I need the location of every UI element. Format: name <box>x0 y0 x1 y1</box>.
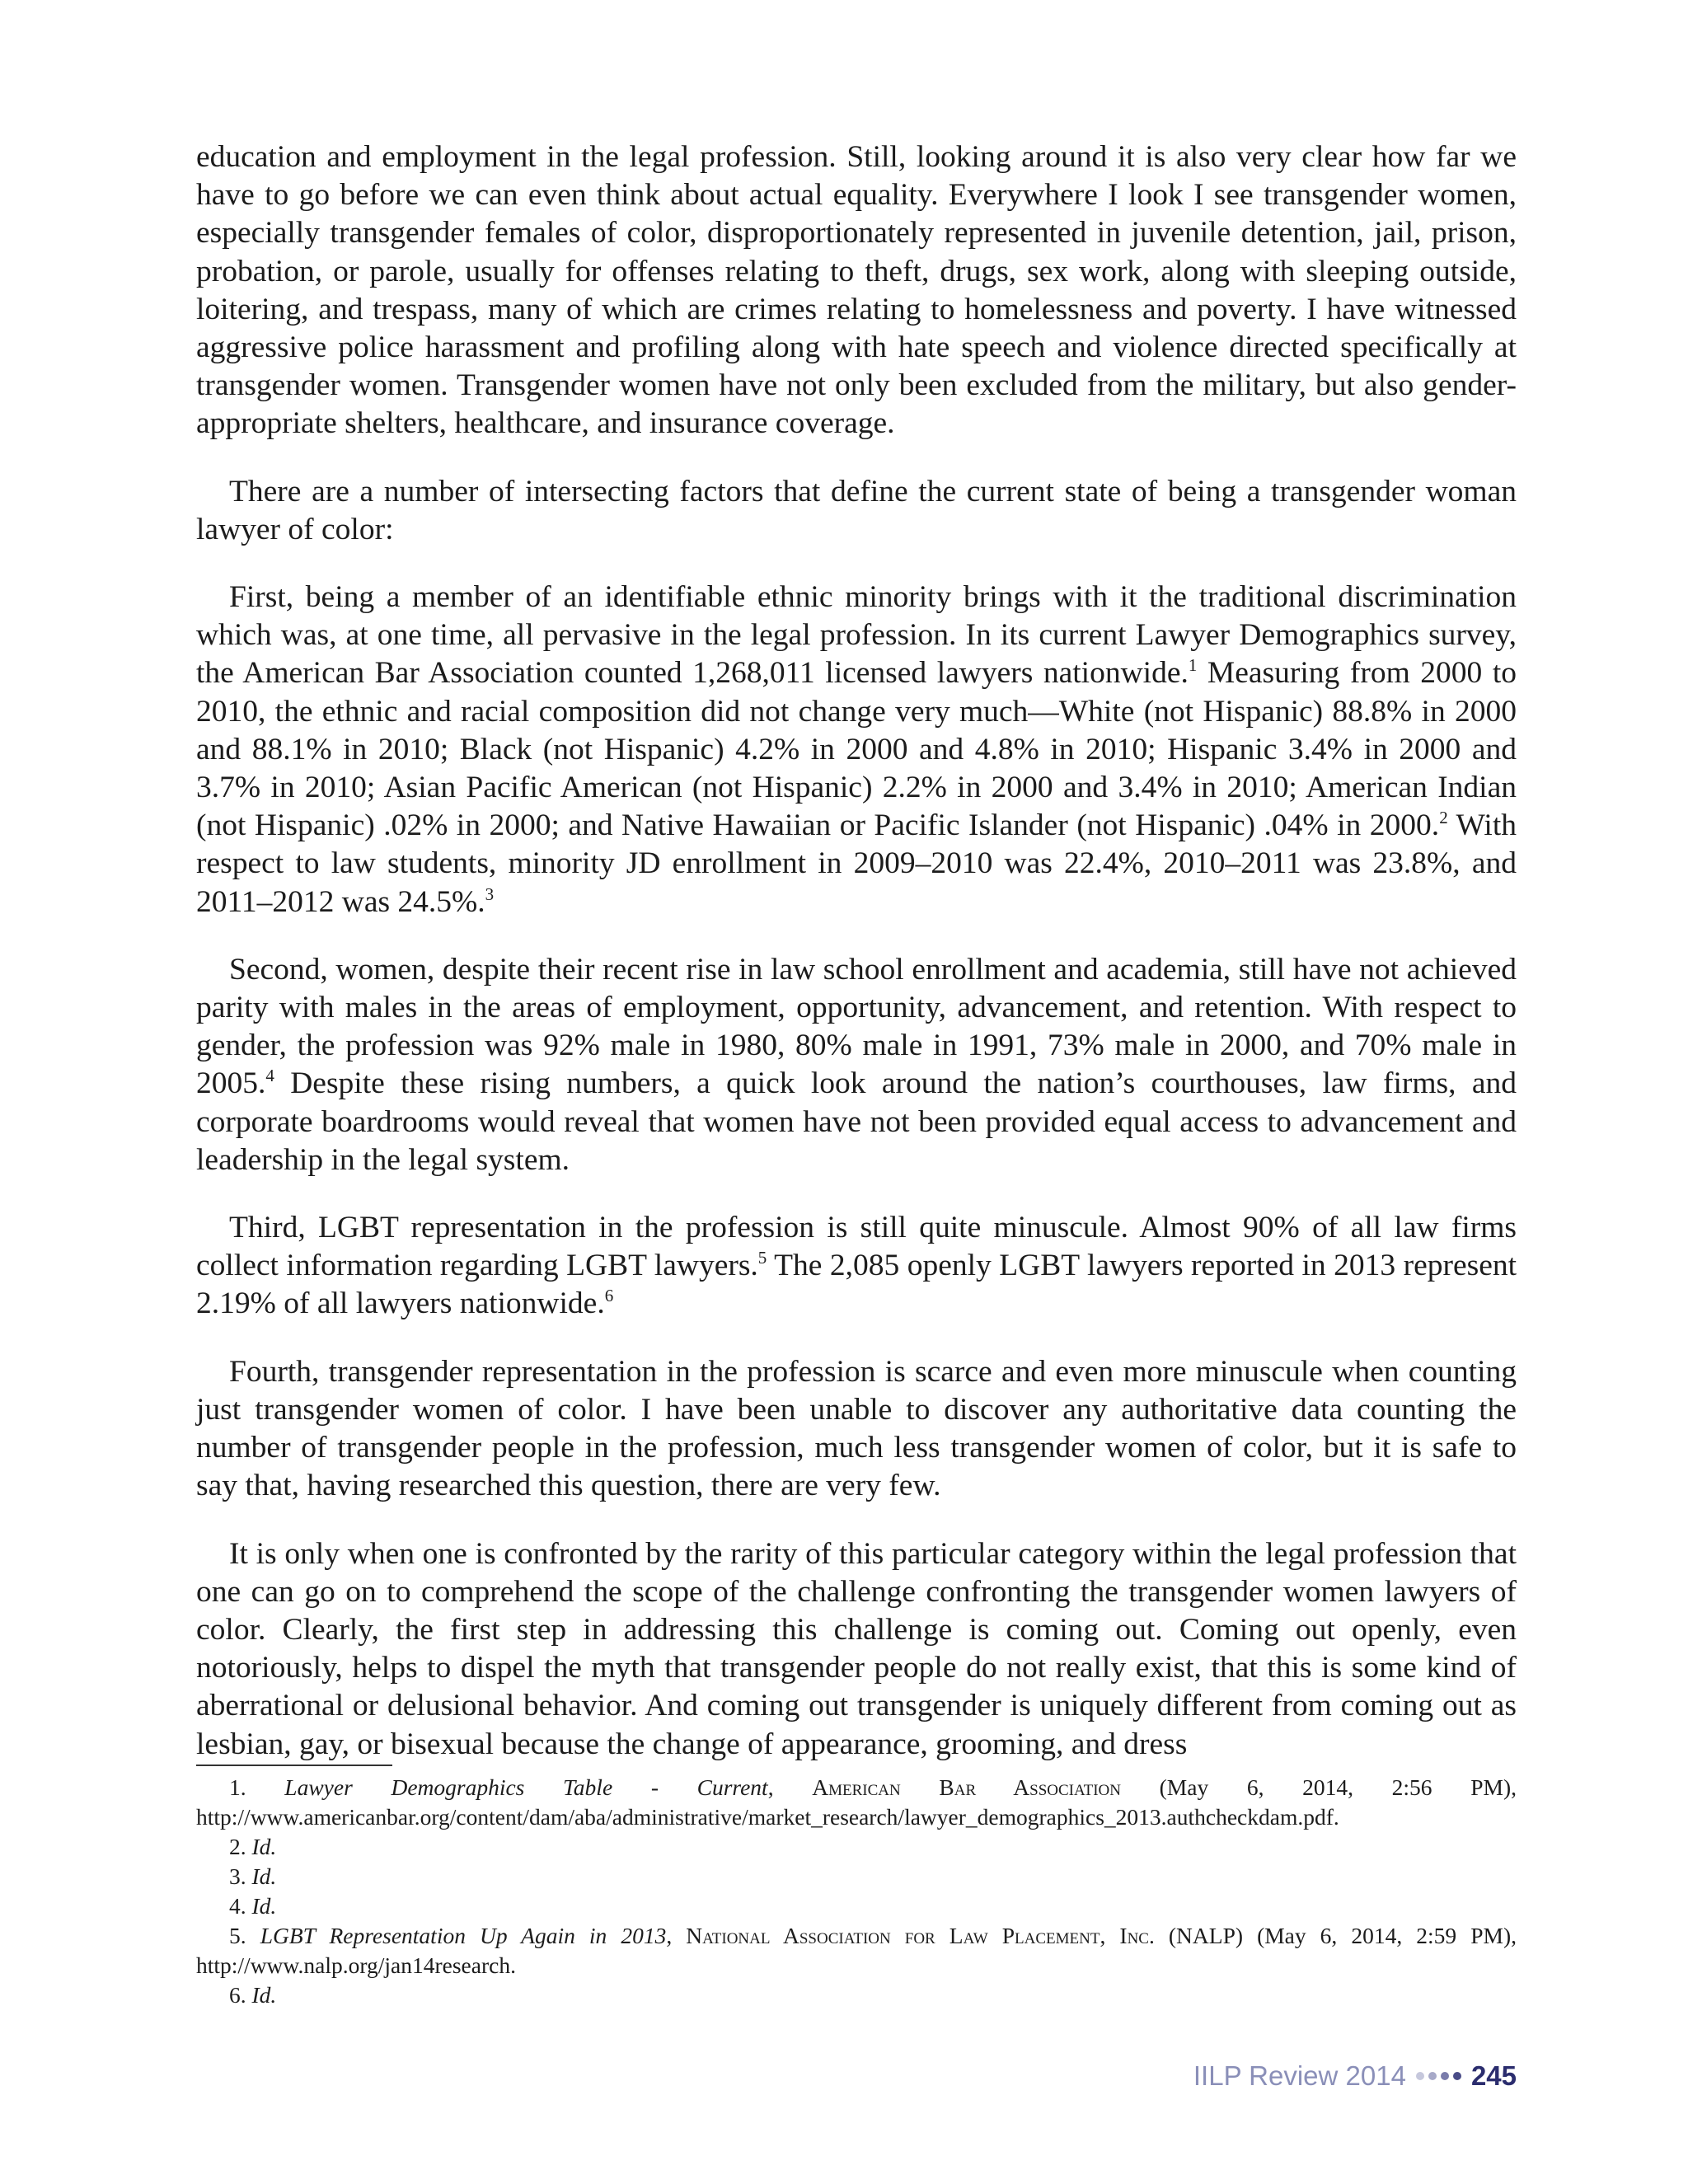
footnotes <box>196 1773 1517 2010</box>
dot-icon <box>1453 2072 1461 2080</box>
body-text <box>196 138 1517 1793</box>
paragraph-2: There are a number of intersecting factors that define the current state of being a transgender woman lawyer of color: <box>196 474 1517 546</box>
footnote-divider <box>196 1765 392 1766</box>
footnote-5: 5. LGBT Representation Up Again in 2013, National Association for Law Placement, Inc. (NALP) (May 6, 2014, 2:59 PM), http://www.nalp.org/jan14research. <box>196 1923 1517 1978</box>
footnote-ref-4[interactable]: 4 <box>265 1066 274 1086</box>
footnote-4: 4. Id. <box>229 1893 277 1919</box>
paragraph-4: Second, women, despite their recent rise in law school enrollment and academia, still have not achieved parity with males in the areas of employment, opportunity, advancement, and retention. With respect to gender, the profession was 92% male in 1980, 80% male in 1991, 73% male in 2000, and 70% male in 2005.$^4$ Despite these rising numbers, a quick look around the nation’s courthouses, law firms, and corporate boardrooms would reveal that women have not been provided equal access to advancement and leadership in the legal system. <box>196 952 1517 1177</box>
footnote-1: 1. Lawyer Demographics Table - Current, American Bar Association (May 6, 2014, 2:56 PM), http://www.americanbar.org/content/dam/aba/administrative/market_research/lawyer_demographics_2013.authcheckdam.pdf. <box>196 1774 1517 1830</box>
dot-icon <box>1428 2072 1437 2080</box>
paragraph-7: It is only when one is confronted by the rarity of this particular category within the legal profession that one can go on to comprehend the scope of the challenge confronting the transgender women lawyers of color. Clearly, the first step in addressing this challenge is coming out. Coming out openly, even notoriously, helps to dispel the myth that transgender people do not really exist, that this is some kind of aberrational or delusional behavior. And coming out transgender is uniquely different from coming out as lesbian, gay, or bisexual because the change of appearance, grooming, and dress <box>196 1536 1517 1761</box>
dot-icon <box>1441 2072 1449 2080</box>
footnote-ref-2[interactable]: 2 <box>1439 808 1448 828</box>
footnote-ref-5[interactable]: 5 <box>757 1248 767 1268</box>
footnote-ref-6[interactable]: 6 <box>604 1286 614 1306</box>
footnote-5-title: LGBT Representation Up Again in 2013 <box>260 1923 667 1948</box>
footnote-1-details: (May 6, 2014, 2:56 PM), http://www.americanbar.org/content/dam/aba/administrative/market_research/lawyer_demographics_2013.authcheckdam.pdf. <box>196 1774 1517 1830</box>
footnote-2: 2. Id. <box>229 1834 277 1859</box>
decorative-dots <box>1416 2072 1461 2080</box>
footnote-ref-1[interactable]: 1 <box>1188 655 1198 676</box>
footnote-1-title: Lawyer Demographics Table - Current <box>284 1774 768 1800</box>
footnote-6: 6. Id. <box>229 1982 277 2008</box>
footnote-5-source: National Association for Law Placement, Inc. <box>686 1923 1155 1948</box>
journal-title: IILP Review 2014 <box>1193 2060 1406 2091</box>
footnote-ref-3[interactable]: 3 <box>485 883 495 904</box>
footnote-1-source: American Bar Association <box>812 1774 1121 1800</box>
footnote-5-details: (NALP) (May 6, 2014, 2:59 PM), http://www.nalp.org/jan14research. <box>196 1923 1517 1978</box>
page-number: 245 <box>1470 2060 1517 2091</box>
paragraph-3: First, being a member of an identifiable ethnic minority brings with it the traditional discrimination which was, at one time, all pervasive in the legal profession. In its current Lawyer Demographics survey, the American Bar Association counted 1,268,011 licensed lawyers nationwide.$^1$ Measuring from 2000 to 2010, the ethnic and racial composition did not change very much—White (not Hispanic) 88.8% in 2000 and 88.1% in 2010; Black (not Hispanic) 4.2% in 2000 and 4.8% in 2010; Hispanic 3.4% in 2000 and 3.7% in 2010; Asian Pacific American (not Hispanic) 2.2% in 2000 and 3.4% in 2010; American Indian (not Hispanic) .02% in 2000; and Native Hawaiian or Pacific Islander (not Hispanic) .04% in 2000.$^2$ With respect to law students, minority JD enrollment in 2009–2010 was 22.4%, 2010–2011 was 23.8%, and 2011–2012 was 24.5%.$^3$ <box>196 580 1517 919</box>
dot-icon <box>1416 2072 1424 2080</box>
paragraph-6: Fourth, transgender representation in the profession is scarce and even more minuscule when counting just transgender women of color. I have been unable to discover any authoritative data counting the number of transgender people in the profession, much less transgender women of color, but it is safe to say that, having researched this question, there are very few. <box>196 1354 1517 1503</box>
paragraph-1: education and employment in the legal profession. Still, looking around it is also very clear how far we have to go before we can even think about actual equality. Everywhere I look I see transgender women, especially transgender females of color, disproportionately represented in juvenile detention, jail, prison, probation, or parole, usually for offenses relating to theft, drugs, sex work, along with sleeping outside, loitering, and trespass, many of which are crimes relating to homelessness and poverty. I have witnessed aggressive police harassment and profiling along with hate speech and violence directed specifically at transgender women. Transgender women have not only been excluded from the military, but also gender-appropriate shelters, healthcare, and insurance coverage. <box>196 140 1517 441</box>
paragraph-5: Third, LGBT representation in the profession is still quite minuscule. Almost 90% of all law firms collect information regarding LGBT lawyers.$^5$ The 2,085 openly LGBT lawyers reported in 2013 represent 2.19% of all lawyers nationwide.$^6$ <box>196 1211 1517 1321</box>
footnote-3: 3. Id. <box>229 1863 277 1889</box>
page-footer <box>1193 2060 1517 2092</box>
